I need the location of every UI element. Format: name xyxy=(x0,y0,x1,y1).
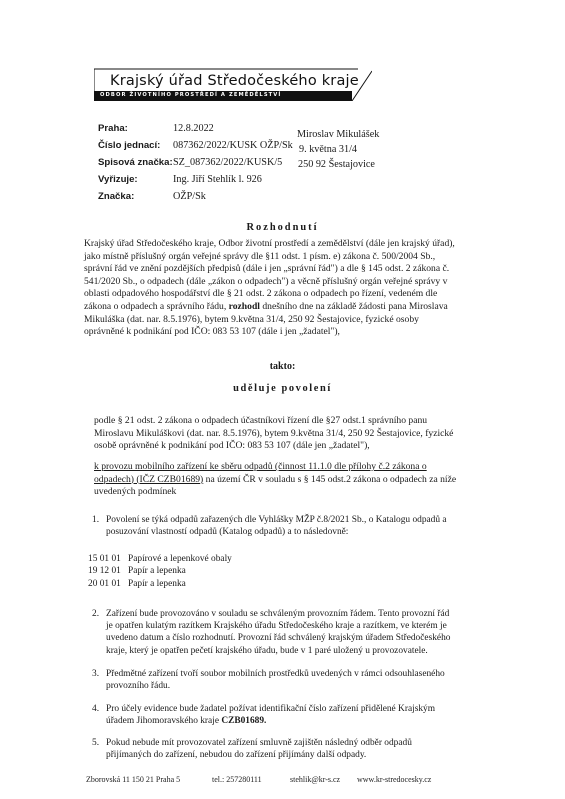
waste-code-row: 20 01 01 Papír a lepenka xyxy=(88,578,186,589)
item-2-number: 2. xyxy=(92,609,100,619)
intro-paragraph xyxy=(84,238,498,339)
recipient-street: 9. května 31/4 xyxy=(299,144,358,155)
zn-value: OŽP/Sk xyxy=(173,191,206,202)
item-3-number: 3. xyxy=(92,669,100,679)
intro-line: Krajský úřad Středočeského kraje, Odbor životní prostředí a zemědělství (dále jen krajský úřad), xyxy=(84,238,455,249)
header-values xyxy=(173,120,293,205)
intro-line: 541/2020 Sb., o odpadech (dále „zákon o odpadech") a věcně příslušný orgán veřejné správy v xyxy=(84,275,448,287)
praha-label: Praha: xyxy=(98,123,128,134)
intro-line: Mikuláška (dat. nar. 8.5.1976), bytem 9.května 31/4, 250 92 Šestajovice, fyzické osoby xyxy=(84,313,419,325)
item-2-text: Zařízení bude provozováno v souladu se schváleným provozním řádem. Tento provozní řád je opatřen kulatým razítkem Krajského úřadu Středočeského kraje a razítkem, ve kterém je uvedeno datum a číslo rozhodnutí. Provozní řád schválený krajským úřadem Středočeského kraje, který je opatřen pečetí krajského úřadu, bude v 1 paré uložený u provozovatele. xyxy=(106,609,451,656)
intro-line: oprávněné k podnikání pod IČO: 083 53 107 (dále i jen „žadatel"), xyxy=(84,326,340,338)
footer-address: Zborovská 11 150 21 Praha 5 xyxy=(86,775,181,784)
permit-paragraph xyxy=(94,415,498,453)
item-4-number: 4. xyxy=(92,704,100,714)
footer-email[interactable]: stehlik@kr-s.cz xyxy=(290,775,341,784)
sz-label: Spisová značka: xyxy=(98,157,173,168)
letterhead-title: Krajský úřad Středočeského kraje xyxy=(110,73,359,89)
purpose-line-3: uvedených podmínek xyxy=(94,486,177,498)
zn-label: Značka: xyxy=(98,191,135,202)
item-4-text: Pro účely evidence bude žadatel požívat identifikační číslo zařízení přidělené Krajským úřadem Jihomoravského kraje CZB01689. xyxy=(106,704,436,727)
purpose-underlined-1: k provozu mobilního zařízení ke sběru odpadů (činnost 11.1.0 dle přílohy č.2 zákona o xyxy=(94,461,427,472)
udeluje-povoleni: uděluje povolení xyxy=(233,383,332,394)
waste-code-row: 19 12 01 Papír a lepenka xyxy=(88,566,186,577)
footer-phone: tel.: 257280111 xyxy=(212,775,262,784)
purpose-line-2: odpadech) (IČZ CZB01689) na území ČR v souladu s § 145 odst.2 zákona o odpadech za níže xyxy=(94,473,457,485)
item-3-text: Předmětné zařízení tvoří soubor mobilních prostředků uvedených v rámci odsouhlaseného provozního řádu. xyxy=(106,669,445,692)
icz-code: CZB01689. xyxy=(221,716,267,727)
item-1-text: Povolení se týká odpadů zařazených dle Vyhlášky MŽP č.8/2021 Sb., o Katalogu odpadů a posuzování vlastností odpadů (Katalog odpadů) a to následovně: xyxy=(106,515,447,538)
waste-code-row: 15 01 01 Papírové a lepenkové obaly xyxy=(88,554,232,564)
letterhead-subtitle: ODBOR ŽIVOTNÍHO PROSTŘEDÍ A ZEMĚDĚLSTVÍ xyxy=(100,92,282,98)
purpose-paragraph xyxy=(94,461,504,499)
item-1-number: 1. xyxy=(92,515,100,525)
header-labels xyxy=(98,120,173,205)
cj-label: Číslo jednací: xyxy=(98,140,161,151)
permit-line: Miroslavu Mikuláškovi (dat. nar. 8.5.1976), bytem 9.května 31/4, 250 92 Šestajovice, fyzické xyxy=(94,427,454,439)
praha-value: 12.8.2022 xyxy=(173,123,214,134)
rozhodl-word: rozhodl xyxy=(228,300,260,312)
intro-line: zákona o odpadech a správního řádu, rozhodl dnešního dne na základě žádosti pana Miroslava xyxy=(84,300,448,312)
item-5-number: 5. xyxy=(92,738,100,748)
waste-codes-list xyxy=(88,553,232,590)
permit-line: osobě oprávněné k podnikání pod IČO: 083 53 107 (dále jen „žadatel"), xyxy=(94,440,370,452)
takto-label: takto: xyxy=(269,361,296,372)
vyr-label: Vyřizuje: xyxy=(98,174,138,185)
recipient-name: Miroslav Mikulášek xyxy=(297,129,380,140)
cj-value: 087362/2022/KUSK OŽP/Sk xyxy=(173,140,293,151)
recipient-city: 250 92 Šestajovice xyxy=(298,159,375,170)
sz-value: SZ_087362/2022/KUSK/5 xyxy=(173,157,283,168)
item-5-text: Pokud nebude mít provozovatel zařízení smluvně zajištěn následný odběr odpadů přijímaných do zařízení, nebudou do zařízení přijímány další odpady. xyxy=(106,738,412,761)
intro-line: správní řád ve znění pozdějších předpisů (dále i jen „správní řád") a dle § 145 odst. 2 zákona č. xyxy=(84,263,450,275)
vyr-value: Ing. Jiří Stehlík l. 926 xyxy=(173,174,262,185)
intro-line: oblasti odpadového hospodářství dle § 21 odst. 2 zákona o odpadech po řízení, vedeném dle xyxy=(84,288,438,300)
decision-title: Rozhodnutí xyxy=(246,222,319,233)
intro-line: jako místně příslušný orgán veřejné správy dle §11 odst. 1 písm. e) zákona č. 500/2004 Sb., xyxy=(84,250,436,262)
footer-website[interactable]: www.kr-stredocesky.cz xyxy=(357,775,432,784)
permit-line: podle § 21 odst. 2 zákona o odpadech účastníkovi řízení dle §27 odst.1 správního panu xyxy=(94,415,428,426)
